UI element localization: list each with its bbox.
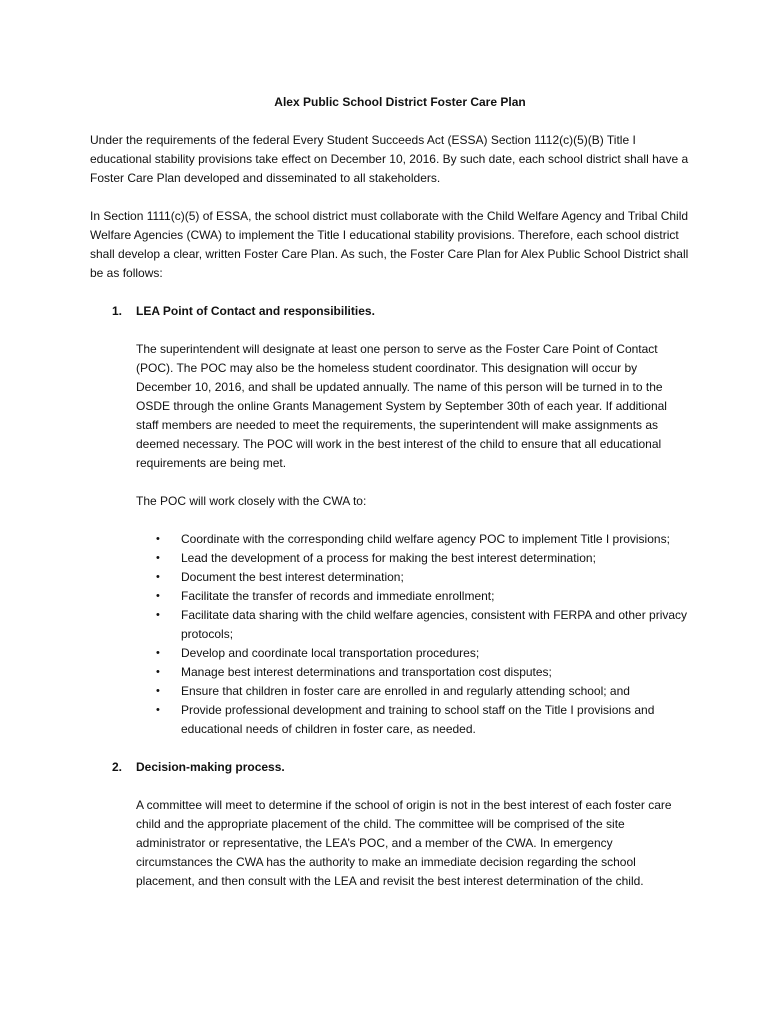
section-body <box>90 796 690 891</box>
bullet-icon: • <box>156 590 160 602</box>
list-item <box>156 606 690 644</box>
list-item <box>156 682 690 701</box>
list-item <box>156 530 690 549</box>
list-item-text: Manage best interest determinations and transportation cost disputes; <box>181 665 552 679</box>
bullet-icon: • <box>156 571 160 583</box>
section-heading <box>90 758 690 777</box>
list-item <box>156 701 690 739</box>
list-item <box>156 587 690 606</box>
document-body <box>90 93 690 910</box>
bullet-icon: • <box>156 533 160 545</box>
bullet-icon: • <box>156 647 160 659</box>
document-title: Alex Public School District Foster Care Plan <box>274 95 526 109</box>
section-heading-text: LEA Point of Contact and responsibilities. <box>136 304 375 318</box>
intro-paragraph-2: In Section 1111(c)(5) of ESSA, the school district must collaborate with the Child Welfare Agency and Tribal Child Welfare Agencies (CWA) to implement the Title I educational stability provisions. Therefore, each school district shall develop a clear, written Foster Care Plan. As such, the Foster Care Plan for Alex Public School District shall be as follows: <box>90 209 689 280</box>
bullet-icon: • <box>156 609 160 621</box>
list-item-text: Facilitate data sharing with the child welfare agencies, consistent with FERPA and other privacy protocols; <box>181 608 688 641</box>
section-heading-text: Decision-making process. <box>136 760 285 774</box>
list-item-text: Lead the development of a process for making the best interest determination; <box>181 551 596 565</box>
section-heading <box>90 302 690 321</box>
bullet-icon: • <box>156 552 160 564</box>
section-decision-making <box>90 758 690 891</box>
section-lea-point-of-contact <box>90 302 690 739</box>
intro-paragraph-1: Under the requirements of the federal Every Student Succeeds Act (ESSA) Section 1112(c)(5)(B) Title I educational stability provisions take effect on December 10, 2016. By such date, each school district shall have a Foster Care Plan developed and disseminated to all stakeholders. <box>90 133 689 185</box>
section-paragraph: The superintendent will designate at least one person to serve as the Foster Care Point of Contact (POC). The POC may also be the homeless student coordinator. This designation will occur by December 10, 2016, and shall be updated annually. The name of this person will be turned in to the OSDE through the online Grants Management System by September 30th of each year. If additional staff members are needed to meet the requirements, the superintendent will make assignments as deemed necessary. The POC will work in the best interest of the child to ensure that all educational requirements are being met. <box>136 342 667 470</box>
list-item-text: Coordinate with the corresponding child welfare agency POC to implement Title I provisions; <box>181 532 670 546</box>
list-item-text: Provide professional development and training to school staff on the Title I provisions and educational needs of children in foster care, as needed. <box>181 703 655 736</box>
list-item-text: Document the best interest determination; <box>181 570 404 584</box>
bullet-icon: • <box>156 704 160 716</box>
list-item-text: Develop and coordinate local transportation procedures; <box>181 646 480 660</box>
list-item <box>156 549 690 568</box>
bullet-icon: • <box>156 685 160 697</box>
list-item <box>156 644 690 663</box>
list-item <box>156 568 690 587</box>
section-paragraph: The POC will work closely with the CWA to: <box>136 494 367 508</box>
responsibilities-list <box>136 530 690 739</box>
section-number: 1. <box>112 304 123 318</box>
bullet-icon: • <box>156 666 160 678</box>
list-item <box>156 663 690 682</box>
section-body <box>90 340 690 511</box>
list-item-text: Facilitate the transfer of records and immediate enrollment; <box>181 589 495 603</box>
section-number: 2. <box>112 760 123 774</box>
list-item-text: Ensure that children in foster care are enrolled in and regularly attending school; and <box>181 684 630 698</box>
section-paragraph: A committee will meet to determine if the school of origin is not in the best interest of each foster care child and the appropriate placement of the child. The committee will be comprised of the site administrator or representative, the LEA’s POC, and a member of the CWA. In emergency circumstances the CWA has the authority to make an immediate decision regarding the school placement, and then consult with the LEA and revisit the best interest determination of the child. <box>136 798 672 888</box>
